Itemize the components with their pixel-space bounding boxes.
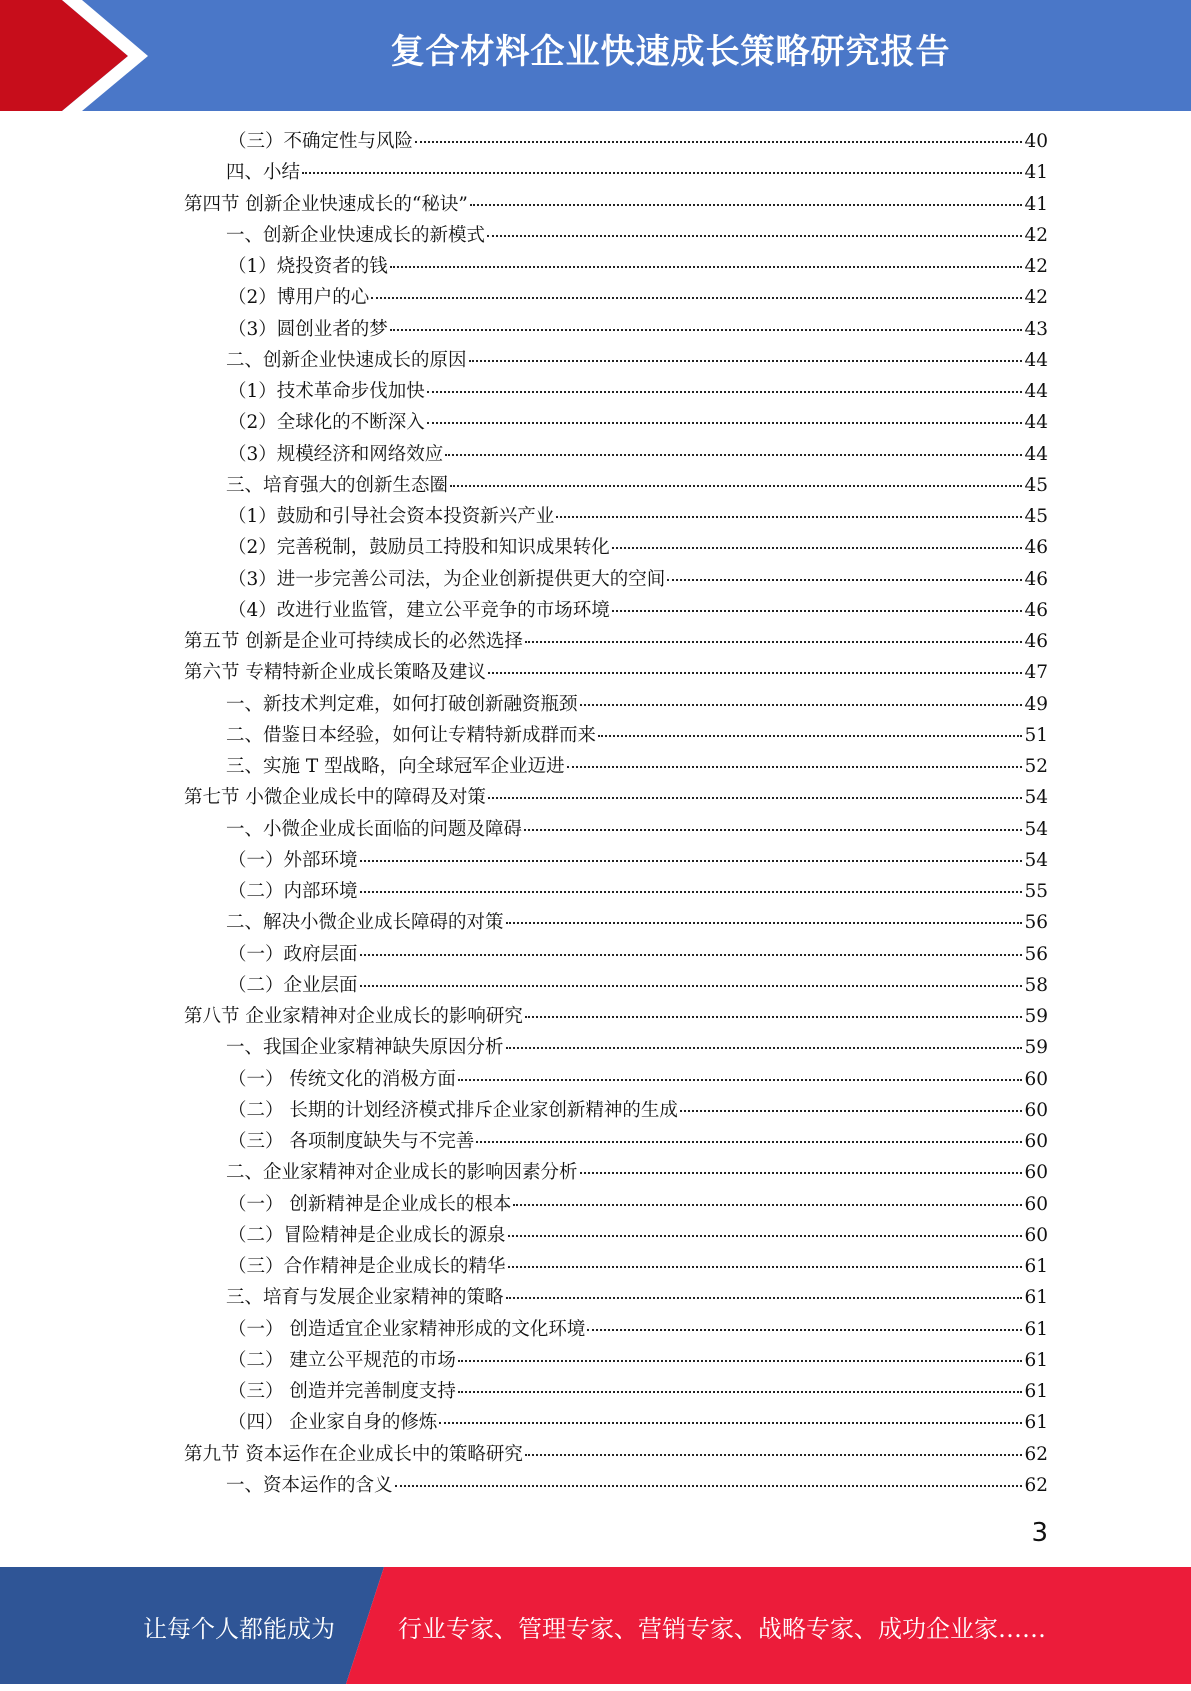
toc-entry-title: 第五节 创新是企业可持续成长的必然选择 (184, 631, 523, 652)
toc-entry-title: 一、创新企业快速成长的新模式 (226, 224, 486, 246)
toc-entry-page: 58 (1024, 974, 1048, 996)
toc-dot-leader (525, 999, 1023, 1018)
toc-entry-page: 40 (1024, 131, 1048, 152)
toc-entry-page: 61 (1024, 1318, 1048, 1340)
toc-dot-leader (680, 1093, 1023, 1112)
toc-entry-page: 61 (1024, 1287, 1048, 1309)
toc-entry[interactable] (228, 533, 1048, 564)
toc-entry-page: 41 (1024, 193, 1048, 215)
toc-entry[interactable] (228, 440, 1048, 471)
page-header (0, 0, 1191, 111)
toc-dot-leader (612, 531, 1023, 550)
toc-entry-title: （二）企业层面 (228, 974, 358, 996)
toc-entry-page: 61 (1024, 1349, 1048, 1371)
toc-entry-page: 42 (1024, 256, 1048, 277)
toc-dot-leader (390, 312, 1023, 331)
toc-entry[interactable] (184, 1440, 1048, 1471)
toc-entry[interactable] (228, 1252, 1048, 1283)
toc-entry[interactable] (228, 1221, 1048, 1252)
toc-entry-page: 54 (1024, 818, 1048, 840)
toc-entry[interactable] (228, 1377, 1048, 1408)
toc-dot-leader (612, 593, 1023, 612)
toc-entry-title: （1）烧投资者的钱 (228, 256, 388, 277)
toc-dot-leader (587, 1312, 1022, 1331)
toc-dot-leader (445, 437, 1022, 456)
toc-entry-title: 三、培育与发展企业家精神的策略 (226, 1287, 504, 1309)
toc-dot-leader (598, 718, 1022, 737)
toc-entry-page: 44 (1024, 381, 1048, 402)
toc-dot-leader (556, 499, 1022, 518)
toc-entry-title: 第四节 创新企业快速成长的“秘诀” (184, 193, 468, 215)
toc-entry-page: 51 (1024, 724, 1048, 746)
toc-entry-page: 54 (1024, 849, 1048, 871)
toc-entry-title: 一、小微企业成长面临的问题及障碍 (226, 818, 523, 840)
toc-dot-leader (450, 468, 1022, 487)
toc-entry[interactable] (228, 565, 1048, 596)
toc-entry[interactable] (226, 815, 1048, 846)
toc-dot-leader (390, 249, 1023, 268)
toc-entry[interactable] (228, 971, 1048, 1002)
toc-dot-leader (415, 124, 1022, 143)
toc-entry-page: 62 (1024, 1443, 1048, 1465)
toc-entry-title: 一、我国企业家精神缺失原因分析 (226, 1037, 504, 1059)
toc-entry[interactable] (228, 877, 1048, 908)
toc-entry-title: （四） 企业家自身的修炼 (228, 1412, 438, 1434)
toc-entry-title: （2）博用户的心 (228, 287, 370, 309)
toc-dot-leader (476, 1124, 1022, 1143)
toc-entry-page: 60 (1024, 1131, 1048, 1152)
toc-entry-title: 第八节 企业家精神对企业成长的影响研究 (184, 1006, 523, 1027)
toc-dot-leader (469, 343, 1023, 362)
page-footer (0, 1567, 1191, 1684)
toc-dot-leader (427, 374, 1023, 393)
toc-entry-page: 56 (1024, 912, 1048, 934)
toc-entry-page: 60 (1024, 1068, 1048, 1090)
toc-dot-leader (508, 1249, 1023, 1268)
toc-entry-page: 60 (1024, 1224, 1048, 1246)
toc-entry-title: （二）内部环境 (228, 881, 358, 902)
toc-entry-title: （一） 创新精神是企业成长的根本 (228, 1193, 512, 1215)
toc-dot-leader (506, 1031, 1023, 1050)
toc-entry-title: 二、借鉴日本经验，如何让专精特新成群而来 (226, 724, 597, 746)
toc-entry-title: 三、实施 T 型战略，向全球冠军企业迈进 (226, 756, 565, 777)
toc-entry[interactable] (228, 1315, 1048, 1346)
toc-dot-leader (488, 781, 1023, 800)
toc-entry-title: （3）规模经济和网络效应 (228, 443, 444, 465)
toc-entry-title: （二） 长期的计划经济模式排斥企业家创新精神的生成 (228, 1099, 678, 1121)
toc-dot-leader (458, 1374, 1023, 1393)
toc-dot-leader (506, 906, 1023, 925)
toc-dot-leader (360, 874, 1023, 893)
toc-entry[interactable] (228, 377, 1048, 408)
toc-entry[interactable] (228, 1408, 1048, 1439)
toc-entry[interactable] (228, 502, 1048, 533)
page-number: 3 (1031, 1518, 1048, 1548)
toc-entry-page: 43 (1024, 318, 1048, 340)
toc-entry-title: 一、资本运作的含义 (226, 1474, 393, 1496)
toc-entry-page: 49 (1024, 693, 1048, 715)
toc-dot-leader (580, 687, 1023, 706)
toc-dot-leader (427, 406, 1023, 425)
toc-entry-title: （二）冒险精神是企业成长的源泉 (228, 1224, 506, 1246)
toc-entry[interactable] (228, 846, 1048, 877)
document-title: 复合材料企业快速成长策略研究报告 (390, 32, 951, 72)
toc-dot-leader (371, 281, 1022, 300)
toc-entry-page: 42 (1024, 224, 1048, 246)
toc-entry[interactable] (184, 190, 1048, 221)
toc-dot-leader (360, 843, 1023, 862)
toc-entry[interactable] (184, 1002, 1048, 1033)
toc-entry-page: 42 (1024, 287, 1048, 309)
toc-entry-page: 56 (1024, 943, 1048, 965)
toc-entry-title: （3）圆创业者的梦 (228, 318, 388, 340)
toc-entry[interactable] (226, 346, 1048, 377)
toc-dot-leader (439, 1406, 1022, 1425)
toc-entry[interactable] (226, 221, 1048, 252)
toc-entry-page: 46 (1024, 599, 1048, 621)
toc-entry[interactable] (228, 1190, 1048, 1221)
toc-entry-title: （一） 创造适宜企业家精神形成的文化环境 (228, 1318, 586, 1340)
toc-entry-page: 45 (1024, 474, 1048, 496)
toc-entry-title: （1）鼓励和引导社会资本投资新兴产业 (228, 506, 555, 527)
toc-entry-page: 44 (1024, 412, 1048, 434)
toc-entry[interactable] (226, 690, 1048, 721)
toc-entry-page: 41 (1024, 162, 1048, 184)
toc-entry-title: 三、培育强大的创新生态圈 (226, 474, 449, 496)
toc-entry[interactable] (184, 627, 1048, 658)
toc-dot-leader (395, 1468, 1023, 1487)
toc-entry-page: 60 (1024, 1162, 1048, 1184)
toc-entry-title: （3）进一步完善公司法，为企业创新提供更大的空间 (228, 568, 666, 590)
toc-entry-page: 44 (1024, 349, 1048, 371)
toc-entry-title: （2）完善税制，鼓励员工持股和知识成果转化 (228, 537, 610, 559)
toc-entry-page: 45 (1024, 506, 1048, 527)
toc-dot-leader (508, 1218, 1023, 1237)
toc-entry-title: （2）全球化的不断深入 (228, 412, 425, 434)
toc-dot-leader (580, 1156, 1023, 1175)
toc-entry[interactable] (184, 783, 1048, 814)
toc-dot-leader (567, 749, 1023, 768)
toc-entry-page: 46 (1024, 631, 1048, 652)
toc-entry-title: （三）不确定性与风险 (228, 131, 414, 152)
toc-entry-title: （4）改进行业监管，建立公平竞争的市场环境 (228, 599, 610, 621)
toc-entry-page: 59 (1024, 1037, 1048, 1059)
toc-entry-title: （三） 创造并完善制度支持 (228, 1381, 456, 1402)
toc-entry[interactable] (228, 252, 1048, 283)
toc-entry-page: 60 (1024, 1193, 1048, 1215)
toc-entry[interactable] (184, 658, 1048, 689)
toc-entry-title: （二） 建立公平规范的市场 (228, 1349, 456, 1371)
toc-entry-page: 46 (1024, 537, 1048, 559)
toc-entry[interactable] (228, 596, 1048, 627)
toc-entry[interactable] (226, 1033, 1048, 1064)
toc-entry-title: （一）政府层面 (228, 943, 358, 965)
toc-entry-title: 第九节 资本运作在企业成长中的策略研究 (184, 1443, 523, 1465)
toc-entry[interactable] (228, 283, 1048, 314)
toc-entry-page: 54 (1024, 787, 1048, 809)
toc-dot-leader (360, 937, 1023, 956)
toc-entry[interactable] (226, 1158, 1048, 1189)
toc-entry[interactable] (226, 471, 1048, 502)
toc-entry-page: 62 (1024, 1474, 1048, 1496)
toc-entry-title: （一） 传统文化的消极方面 (228, 1068, 456, 1090)
toc-entry-title: 四、小结 (226, 162, 301, 184)
toc-entry[interactable] (226, 158, 1048, 189)
toc-entry[interactable] (228, 127, 1048, 158)
toc-entry-page: 59 (1024, 1006, 1048, 1027)
toc-entry[interactable] (226, 1283, 1048, 1314)
toc-dot-leader (302, 156, 1022, 175)
toc-entry-page: 61 (1024, 1256, 1048, 1277)
toc-dot-leader (513, 1187, 1022, 1206)
toc-entry[interactable] (226, 752, 1048, 783)
toc-entry-title: 二、解决小微企业成长障碍的对策 (226, 912, 504, 934)
toc-entry-title: （三）合作精神是企业成长的精华 (228, 1256, 506, 1277)
toc-entry-page: 52 (1024, 756, 1048, 777)
toc-entry-page: 61 (1024, 1412, 1048, 1434)
footer-slogan-right: 行业专家、管理专家、营销专家、战略专家、成功企业家…… (398, 1615, 1046, 1643)
toc-entry[interactable] (228, 1127, 1048, 1158)
toc-entry-title: （三） 各项制度缺失与不完善 (228, 1131, 475, 1152)
toc-dot-leader (667, 562, 1022, 581)
toc-dot-leader (488, 656, 1023, 675)
toc-entry-title: 一、新技术判定难，如何打破创新融资瓶颈 (226, 693, 578, 715)
toc-dot-leader (524, 812, 1022, 831)
toc-entry-title: （一）外部环境 (228, 849, 358, 871)
toc-entry[interactable] (226, 908, 1048, 939)
toc-entry[interactable] (228, 1065, 1048, 1096)
toc-dot-leader (360, 968, 1023, 987)
toc-dot-leader (458, 1062, 1023, 1081)
toc-dot-leader (487, 218, 1022, 237)
toc-dot-leader (470, 187, 1023, 206)
toc-entry-page: 60 (1024, 1099, 1048, 1121)
toc-entry[interactable] (228, 1346, 1048, 1377)
toc-entry-page: 47 (1024, 662, 1048, 684)
toc-dot-leader (525, 1437, 1023, 1456)
toc-dot-leader (506, 1281, 1023, 1300)
toc-entry[interactable] (226, 721, 1048, 752)
toc-entry[interactable] (228, 408, 1048, 439)
toc-entry[interactable] (228, 315, 1048, 346)
toc-entry-title: 二、企业家精神对企业成长的影响因素分析 (226, 1162, 578, 1184)
toc-dot-leader (458, 1343, 1023, 1362)
toc-entry-page: 44 (1024, 443, 1048, 465)
toc-entry-page: 55 (1024, 881, 1048, 902)
toc-entry-title: 第六节 专精特新企业成长策略及建议 (184, 662, 486, 684)
toc-entry[interactable] (228, 1096, 1048, 1127)
toc-entry[interactable] (226, 1471, 1048, 1502)
toc-entry-title: 二、创新企业快速成长的原因 (226, 349, 467, 371)
toc-entry-page: 46 (1024, 568, 1048, 590)
toc-entry-title: 第七节 小微企业成长中的障碍及对策 (184, 787, 486, 809)
toc-entry[interactable] (228, 940, 1048, 971)
footer-slogan-left: 让每个人都能成为 (143, 1615, 335, 1643)
toc-dot-leader (525, 624, 1023, 643)
toc-entry-page: 61 (1024, 1381, 1048, 1402)
toc-entry-title: （1）技术革命步伐加快 (228, 381, 425, 402)
